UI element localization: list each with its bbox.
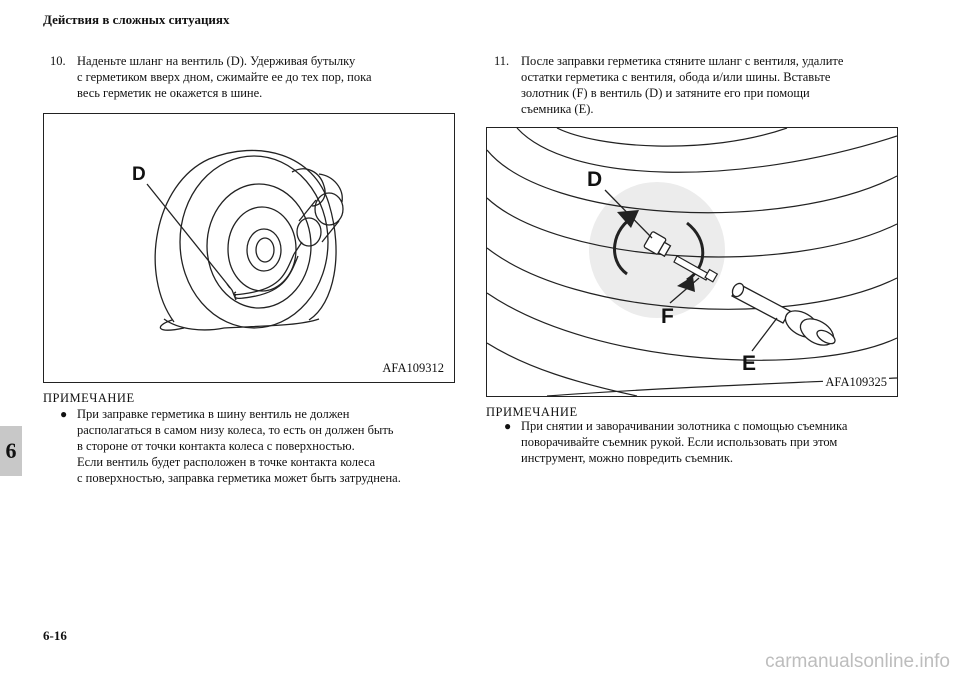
note-line: с поверхностью, заправка герметика может быть затруднена. [77, 471, 401, 485]
label-f: F [661, 305, 674, 328]
step-line: золотник (F) в вентиль (D) и затяните его при помощи [521, 86, 810, 100]
step-11 [494, 53, 914, 117]
note-line: располагаться в самом низу колеса, то есть он должен быть [77, 423, 394, 437]
section-header: Действия в сложных ситуациях [43, 12, 230, 27]
figure-valve-core [486, 127, 898, 397]
chapter-tab: 6 [0, 426, 22, 476]
label-d: D [132, 164, 146, 185]
note-line: При заправке герметика в шину вентиль не должен [77, 407, 350, 421]
figure-code: AFA109325 [825, 375, 887, 389]
figure-tire-sealant [43, 113, 455, 383]
bullet-icon: ● [60, 407, 68, 421]
step-number: 10. [50, 54, 66, 68]
step-line: съемника (E). [521, 102, 594, 116]
step-10 [50, 53, 450, 101]
note-title: ПРИМЕЧАНИЕ [486, 405, 578, 419]
note-line: поворачивайте съемник рукой. Если использовать при этом [521, 435, 838, 449]
note-left [60, 406, 460, 486]
step-line: После заправки герметика стяните шланг с вентиля, удалите [521, 54, 844, 68]
step-line: с герметиком вверх дном, сжимайте ее до тех пор, пока [77, 70, 372, 84]
label-d: D [587, 168, 603, 191]
step-line: Наденьте шланг на вентиль (D). Удерживая бутылку [77, 54, 356, 68]
step-line: остатки герметика с вентиля, обода и/или шины. Вставьте [521, 70, 831, 84]
note-right [504, 418, 924, 466]
note-line: При снятии и заворачивании золотника с помощью съемника [521, 419, 848, 433]
step-number: 11. [494, 54, 510, 68]
note-title: ПРИМЕЧАНИЕ [43, 391, 135, 405]
figure-code: AFA109312 [382, 361, 444, 375]
tire-illustration [44, 114, 454, 382]
note-line: Если вентиль будет расположен в точке контакта колеса [77, 455, 376, 469]
valve-illustration [487, 128, 897, 396]
page-number: 6-16 [43, 628, 67, 643]
step-line: весь герметик не окажется в шине. [77, 86, 263, 100]
label-e: E [742, 352, 757, 375]
watermark: carmanualsonline.info [765, 651, 950, 672]
note-line: в стороне от точки контакта колеса с поверхностью. [77, 439, 355, 453]
bullet-icon: ● [504, 419, 512, 433]
note-line: инструмент, можно повредить съемник. [521, 451, 734, 465]
